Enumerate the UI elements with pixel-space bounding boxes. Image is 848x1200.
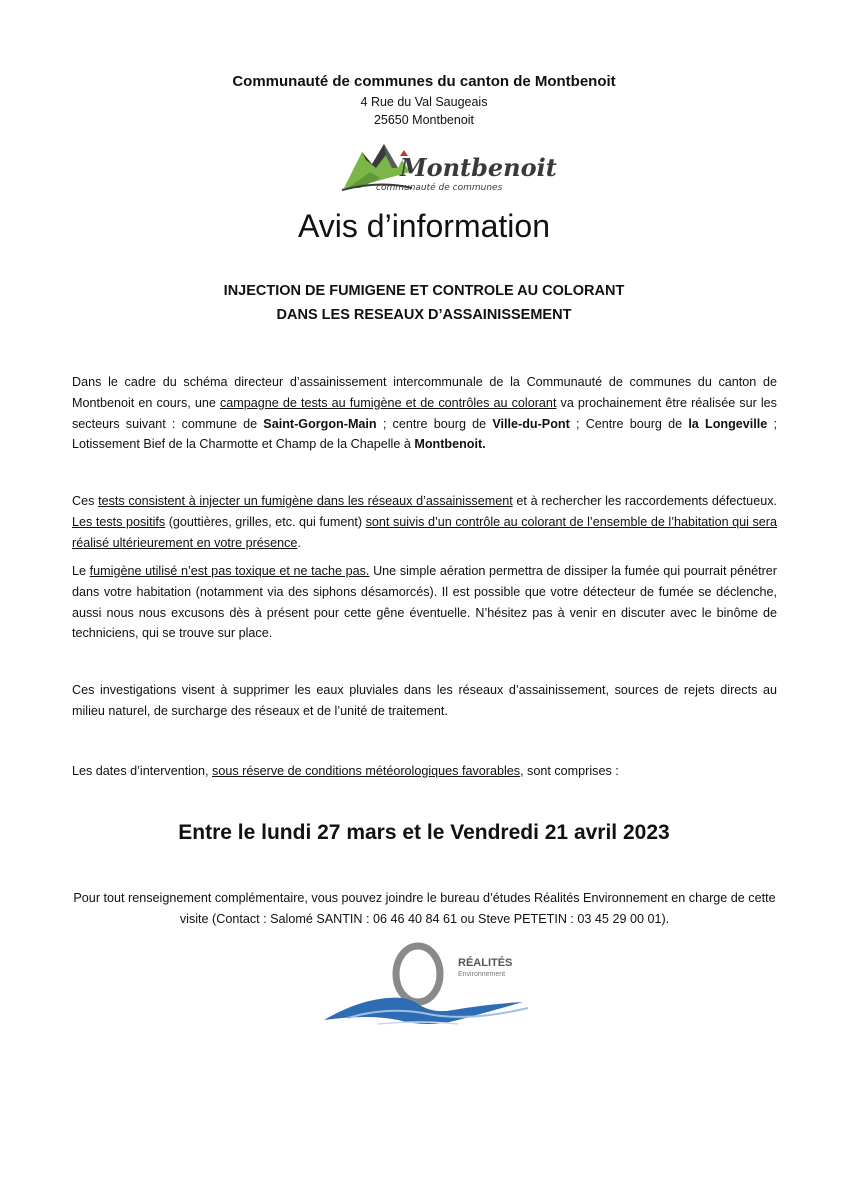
p1-bold-montbenoit: Montbenoit. [414,437,486,452]
subtitle-line-2: DANS LES RESEAUX D’ASSAINISSEMENT [276,307,572,323]
realites-logo [318,940,533,1030]
p5-underlined-1: sous réserve de conditions météorologiques favorables [212,764,521,778]
p2-text-4: . [297,535,301,550]
paragraph-tests [72,491,777,553]
p2-underlined-3: sont suivis d’un contrôle au colorant de l’ensemble de l’habitation qui sera réalisé ultérieurement en votre présence [72,514,777,550]
montbenoit-logo-name: Montbenoit [400,153,557,182]
p2-underlined-1: tests consistent à injecter un fumigène dans les réseaux d’assainissement [98,494,513,508]
paragraph-context [72,372,777,455]
contact-info: Pour tout renseignement complémentaire, vous pouvez joindre le bureau d’études Réalités Environnement en charge de cette visite (Contact : Salomé SANTIN : 06 46 40 84 61 ou Steve PETETIN : 03 45 29 00 01). [73,891,776,926]
intervention-dates: Entre le lundi 27 mars et le Vendredi 21 avril 2023 [178,821,670,844]
p1-text-3: ; centre bourg de [376,416,493,431]
p3-text-1: Le [72,564,90,578]
address-street: 4 Rue du Val Saugeais [360,95,488,109]
organization-name: Communauté de communes du canton de Montbenoit [232,73,616,90]
p2-text-1: Ces [72,494,99,508]
paragraph-smoke [72,561,777,644]
montbenoit-logo [340,138,557,194]
page-title: Avis d’information [298,208,550,244]
address-city: 25650 Montbenoit [373,113,475,127]
p1-bold-saint-gorgon: Saint-Gorgon-Main [263,416,377,431]
paragraph-dates-intro [72,761,777,782]
realites-logo-tagline: Environnement [458,971,506,978]
paragraph-purpose: Ces investigations visent à supprimer les eaux pluviales dans les réseaux d’assainissement, sources de rejets directs au milieu naturel, de surcharge des réseaux et de l’unité de traitement. [72,683,777,718]
p2-text-3: (gouttières, grilles, etc. qui fument) [165,514,366,529]
p2-text-2: et à rechercher les raccordements défectueux. [512,494,777,508]
p1-bold-longeville: la Longeville [688,416,768,431]
ring-icon [396,946,440,1002]
p1-text-5: ; Lotissement Bief de la Charmotte et Champ de la Chapelle à [72,416,777,452]
p1-bold-ville-du-pont: Ville-du-Pont [492,416,570,431]
p1-text-1: Dans le cadre du schéma directeur d’assainissement intercommunale de la Communauté de communes du canton de Montbenoit en cours, une [72,375,777,410]
p3-underlined-1: fumigène utilisé n’est pas toxique et ne tache pas. [89,564,370,578]
p1-text-2: va prochainement être réalisée sur les secteurs suivant : commune de [72,395,777,431]
p1-underlined-campaign: campagne de tests au fumigène et de contrôles au colorant [219,395,557,410]
subtitle-line-1: INJECTION DE FUMIGENE ET CONTROLE AU COLORANT [223,283,625,299]
p5-text-1: Les dates d’intervention, [72,764,213,778]
p3-text-2: Une simple aération permettra de dissiper la fumée qui pourrait pénétrer dans votre habitation (notamment via des siphons désamorcés). Il est possible que votre détecteur de fumée se déclenche, aussi nous nous excusons dès à présent pour cette gêne éventuelle. N’hésitez pas à venir en discuter avec le binôme de techniciens, qui se trouve sur place. [72,564,777,641]
montbenoit-logo-tagline: communauté de communes [376,183,503,193]
p2-underlined-2: Les tests positifs [72,514,166,529]
p5-text-2: , sont comprises : [520,764,619,778]
realites-logo-name: RÉALITÉS [458,957,513,969]
p1-text-4: ; Centre bourg de [569,416,689,431]
